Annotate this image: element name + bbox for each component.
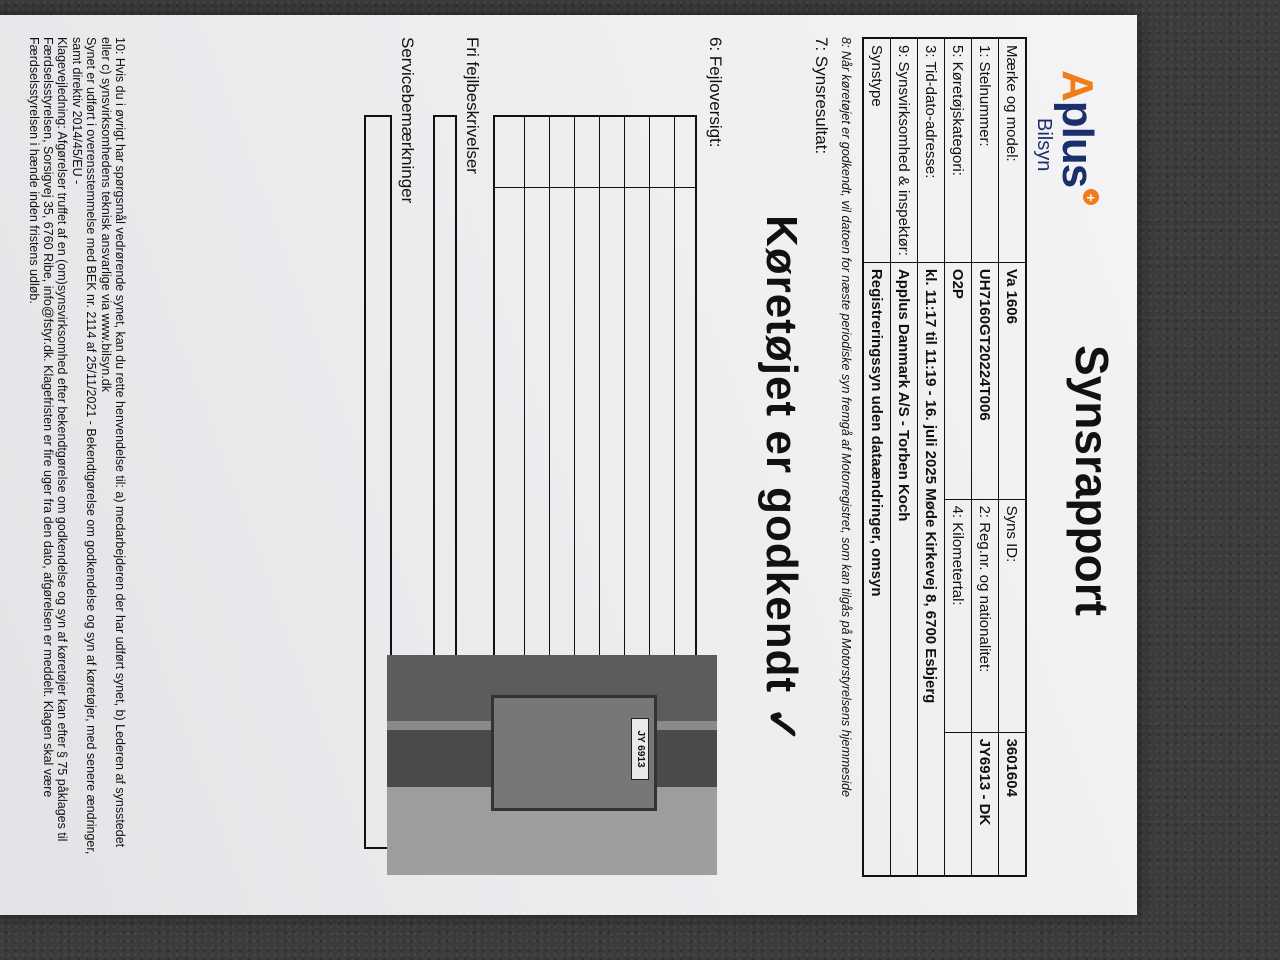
result-label: 7: Synsresultat: <box>812 37 831 155</box>
reg-label: 2: Reg.nr. og nationalitet: <box>972 499 999 732</box>
footer-complaint: Klagevejledning: Afgørelser truffet af en (om)synsvirksomhed efter bekendtgørelse om godkendelse og syn af køretøjer kan efter § 75 påklages til Færdselsstyrelsen, Sorsigvej 35, 6760 Ribe, info@fstyr.dk. Klagefristen er fire uger fra den dato, afgørelsen er meddelt. Klagen skal være Færdselsstyrelsen i hænde inden fristens udløb. <box>26 37 70 842</box>
table-row <box>891 38 918 876</box>
id-label: Syns ID: <box>999 499 1027 732</box>
time-value: kl. 11:17 til 11:19 - 16. juli 2025 Møde Kirkevej 8, 6700 Esbjerg <box>918 262 945 876</box>
page-title: Synsrapport <box>1066 345 1118 616</box>
category-value: O2P <box>945 262 972 499</box>
type-label: Synstype <box>863 38 891 262</box>
type-value: Registreringssyn uden dataændringer, omsyn <box>863 262 891 876</box>
km-value <box>945 732 972 876</box>
vin-value: UH7160GT20224T006 <box>972 262 999 499</box>
applus-logo: Aplus+ Bilsyn <box>1032 70 1099 205</box>
km-label: 4: Kilometertal: <box>945 499 972 732</box>
category-label: 5: Køretøjskategori: <box>945 38 972 262</box>
table-row <box>918 38 945 876</box>
plus-icon: + <box>1083 189 1099 205</box>
footer-contact: 10: Hvis du i øvrigt har spørgsmål vedrørende synet, kan du rette henvendelse til: a) medarbejderen der har udført synet, b) Lederen af synsstedet eller c) synsvirksomhedens teknisk ansvarlige via www.bilsyn.dk <box>98 37 127 848</box>
vin-label: 1: Stelnummer: <box>972 38 999 262</box>
footer-notes <box>26 37 127 867</box>
logo-subtitle: Bilsyn <box>1033 118 1055 172</box>
table-row <box>863 38 891 876</box>
vehicle-photo <box>387 655 717 875</box>
service-remarks-label: Servicebemærkninger <box>398 37 417 204</box>
inspector-value: Applus Danmark A/S - Torben Koch <box>891 262 918 876</box>
faults-label: 6: Fejloversigt: <box>706 37 725 148</box>
free-description-label: Fri fejlbeskrivelser <box>463 37 482 174</box>
id-value: 3601604 <box>999 732 1027 876</box>
footer-regulation: Synet er udført i overensstemmelse med BEK nr. 2114 af 25/11/2021 - Bekendtgørelse om godkendelse og syn af køretøjer, med senere ændringer, samt direktiv 2014/45/EU - <box>69 37 99 855</box>
time-label: 3: Tid-dato-adresse: <box>918 38 945 262</box>
table-row <box>999 38 1027 876</box>
make-label: Mærke og model: <box>999 38 1027 262</box>
make-value: Va 1606 <box>999 262 1027 499</box>
next-inspection-note: 8: Når køretøjet er godkendt, vil datoen for næste periodiske syn fremgå af Motorregistret, som kan tilgås på Motorstyrelsens hjemmeside <box>839 37 853 798</box>
table-row <box>972 38 999 876</box>
vehicle-info-table <box>862 37 1027 877</box>
inspector-label: 9: Synsvirksomhed & inspektør: <box>891 38 918 262</box>
inspection-report-sheet <box>0 15 1137 915</box>
trailer-shape <box>491 695 657 811</box>
approved-stamp: Køretøjet er godkendt ✓ <box>757 215 806 745</box>
license-plate: JY 6913 <box>631 718 649 780</box>
reg-value: JY6913 - DK <box>972 732 999 876</box>
table-row <box>945 38 972 876</box>
